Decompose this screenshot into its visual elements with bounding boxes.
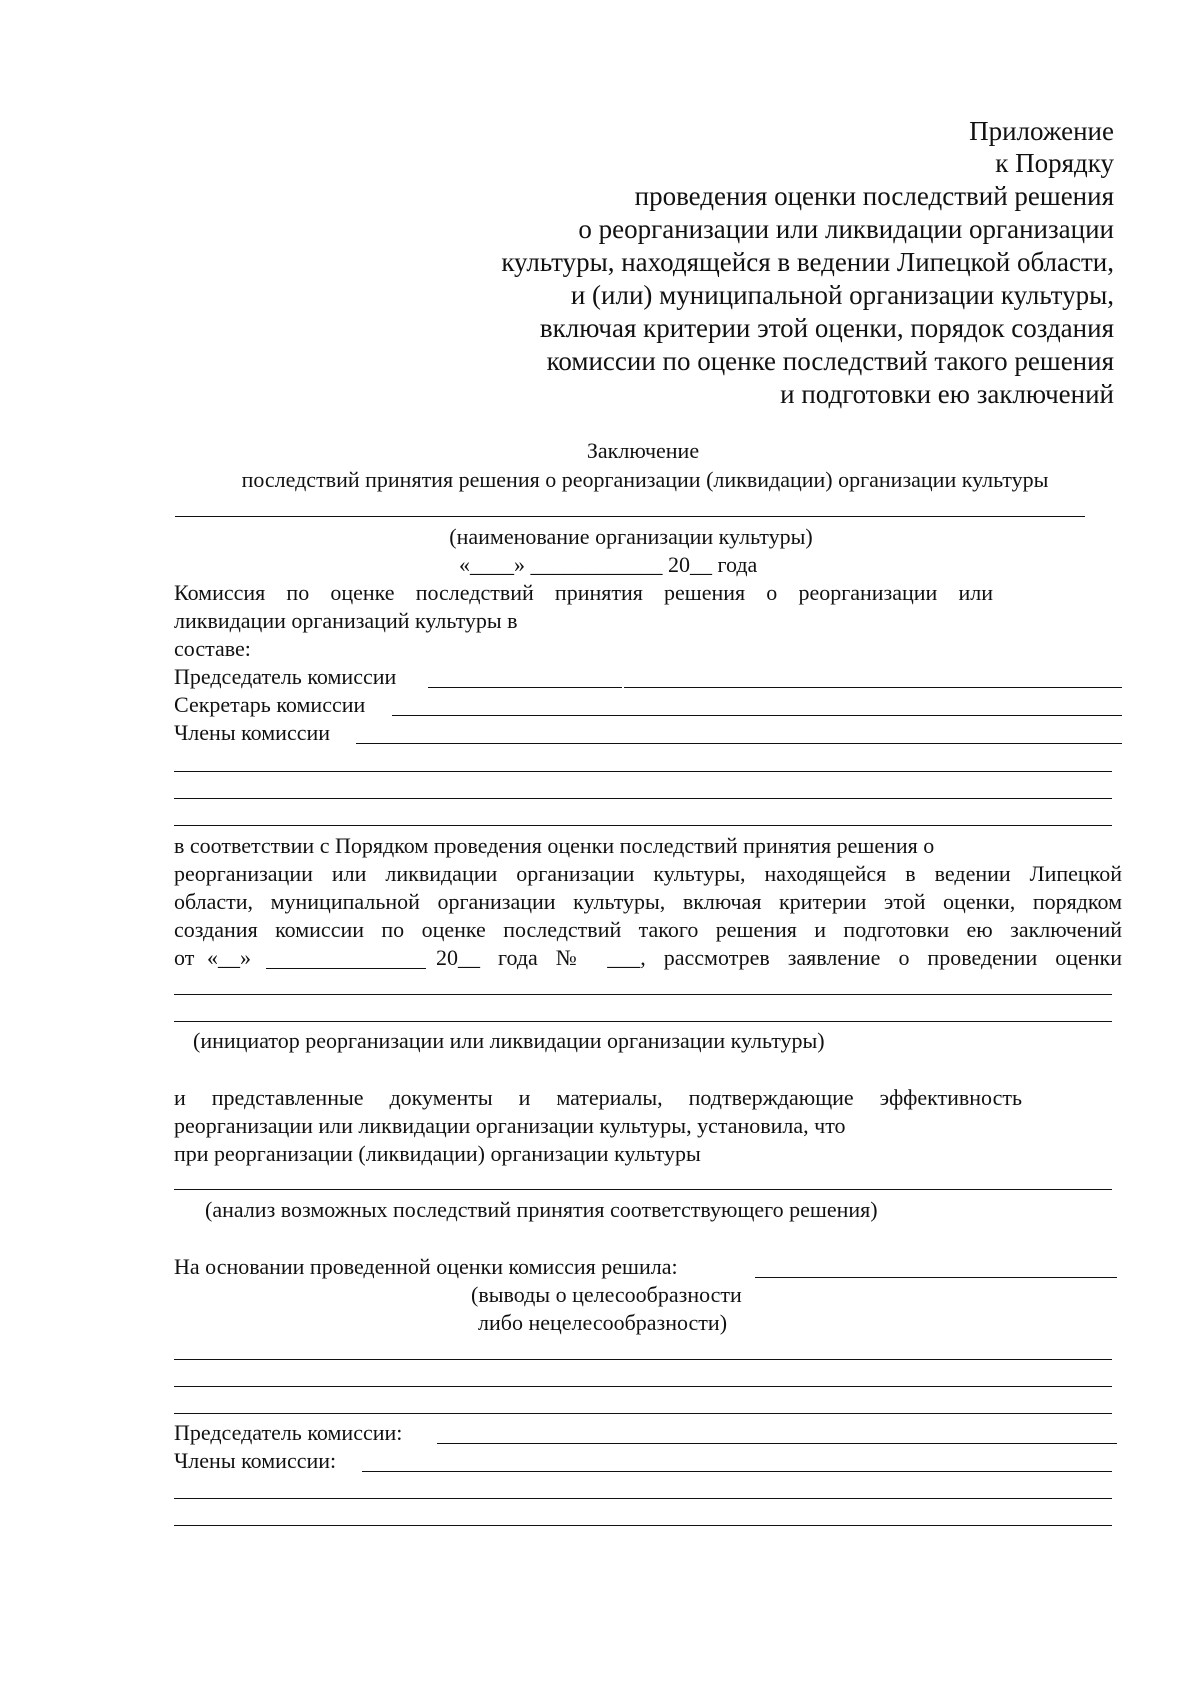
signature-members-line-2 xyxy=(174,1498,1112,1499)
members-extra-line-3 xyxy=(174,825,1112,826)
secretary-label: Секретарь комиссии xyxy=(174,692,366,717)
conclusion-subtitle: последствий принятия решения о реорганизации (ликвидации) организации культуры xyxy=(241,467,1049,492)
analysis-caption: (анализ возможных последствий принятия соответствующего решения) xyxy=(205,1197,878,1222)
initiator-line-1 xyxy=(174,994,1112,995)
paragraph2-line-2: реорганизации или ликвидации организации культуры, установила, что xyxy=(174,1113,846,1138)
decision-extra-line-1 xyxy=(174,1359,1112,1360)
members-extra-line-2 xyxy=(174,798,1112,799)
commission-intro-line-1: Комиссия по оценке последствий принятия решения о реорганизации или xyxy=(174,580,993,605)
appendix-line-7: включая критерии этой оценки, порядок создания xyxy=(539,313,1114,343)
org-name-caption: (наименование организации культуры) xyxy=(449,524,813,549)
decision-extra-line-3 xyxy=(174,1413,1112,1414)
appendix-line-9: и подготовки ею заключений xyxy=(780,379,1114,409)
appendix-line-1: Приложение xyxy=(969,116,1114,146)
decision-field-line xyxy=(755,1277,1117,1278)
paragraph1-date-line xyxy=(266,968,426,969)
members-label: Члены комиссии xyxy=(174,720,331,745)
decision-label: На основании проведенной оценки комиссия решила: xyxy=(174,1254,678,1279)
appendix-line-5: культуры, находящейся в ведении Липецкой области, xyxy=(501,247,1114,277)
commission-intro-line-3: составе: xyxy=(174,636,251,661)
appendix-line-2: к Порядку xyxy=(995,148,1114,178)
initiator-line-2 xyxy=(174,1021,1112,1022)
paragraph1-line-2: реорганизации или ликвидации организации культуры, находящейся в ведении Липецкой xyxy=(174,861,1122,886)
members-field-line xyxy=(356,743,1122,744)
signature-chairman-label: Председатель комиссии: xyxy=(174,1420,403,1445)
signature-members-label: Члены комиссии: xyxy=(174,1448,337,1473)
paragraph1-line-4: создания комиссии по оценке последствий такого решения и подготовки ею заключений xyxy=(174,917,1122,942)
paragraph1-line-5-end: 20__ года № ___, рассмотрев заявление о проведении оценки xyxy=(436,945,1122,970)
chairman-field-line-a xyxy=(428,687,622,688)
org-name-line xyxy=(175,516,1085,517)
initiator-caption: (инициатор реорганизации или ликвидации организации культуры) xyxy=(193,1028,825,1053)
decision-caption-line-2: либо нецелесообразности) xyxy=(478,1310,728,1335)
chairman-field-line-b xyxy=(624,687,1122,688)
signature-chairman-line xyxy=(437,1443,1117,1444)
appendix-line-3: проведения оценки последствий решения xyxy=(634,181,1114,211)
secretary-field-line xyxy=(392,715,1122,716)
signature-members-line-1 xyxy=(362,1471,1112,1472)
paragraph2-line-3: при реорганизации (ликвидации) организации культуры xyxy=(174,1141,701,1166)
appendix-line-8: комиссии по оценке последствий такого решения xyxy=(546,346,1114,376)
decision-caption-line-1: (выводы о целесообразности xyxy=(471,1282,742,1307)
conclusion-title: Заключение xyxy=(586,438,700,463)
commission-intro-line-2: ликвидации организаций культуры в xyxy=(174,608,518,633)
members-extra-line-1 xyxy=(174,771,1112,772)
signature-members-line-3 xyxy=(174,1525,1112,1526)
paragraph2-line-1: и представленные документы и материалы, подтверждающие эффективность xyxy=(174,1085,1022,1110)
analysis-line xyxy=(174,1189,1112,1190)
paragraph1-line-3: области, муниципальной организации культуры, включая критерии этой оценки, порядком xyxy=(174,889,1122,914)
paragraph1-line-1: в соответствии с Порядком проведения оценки последствий принятия решения о xyxy=(174,833,935,858)
decision-extra-line-2 xyxy=(174,1386,1112,1387)
appendix-line-4: о реорганизации или ликвидации организации xyxy=(578,214,1114,244)
appendix-line-6: и (или) муниципальной организации культуры, xyxy=(570,280,1114,310)
date-line: «____» ____________ 20__ года xyxy=(459,552,758,577)
chairman-label: Председатель комиссии xyxy=(174,664,397,689)
paragraph1-line-5-start: от «__» xyxy=(174,945,251,970)
